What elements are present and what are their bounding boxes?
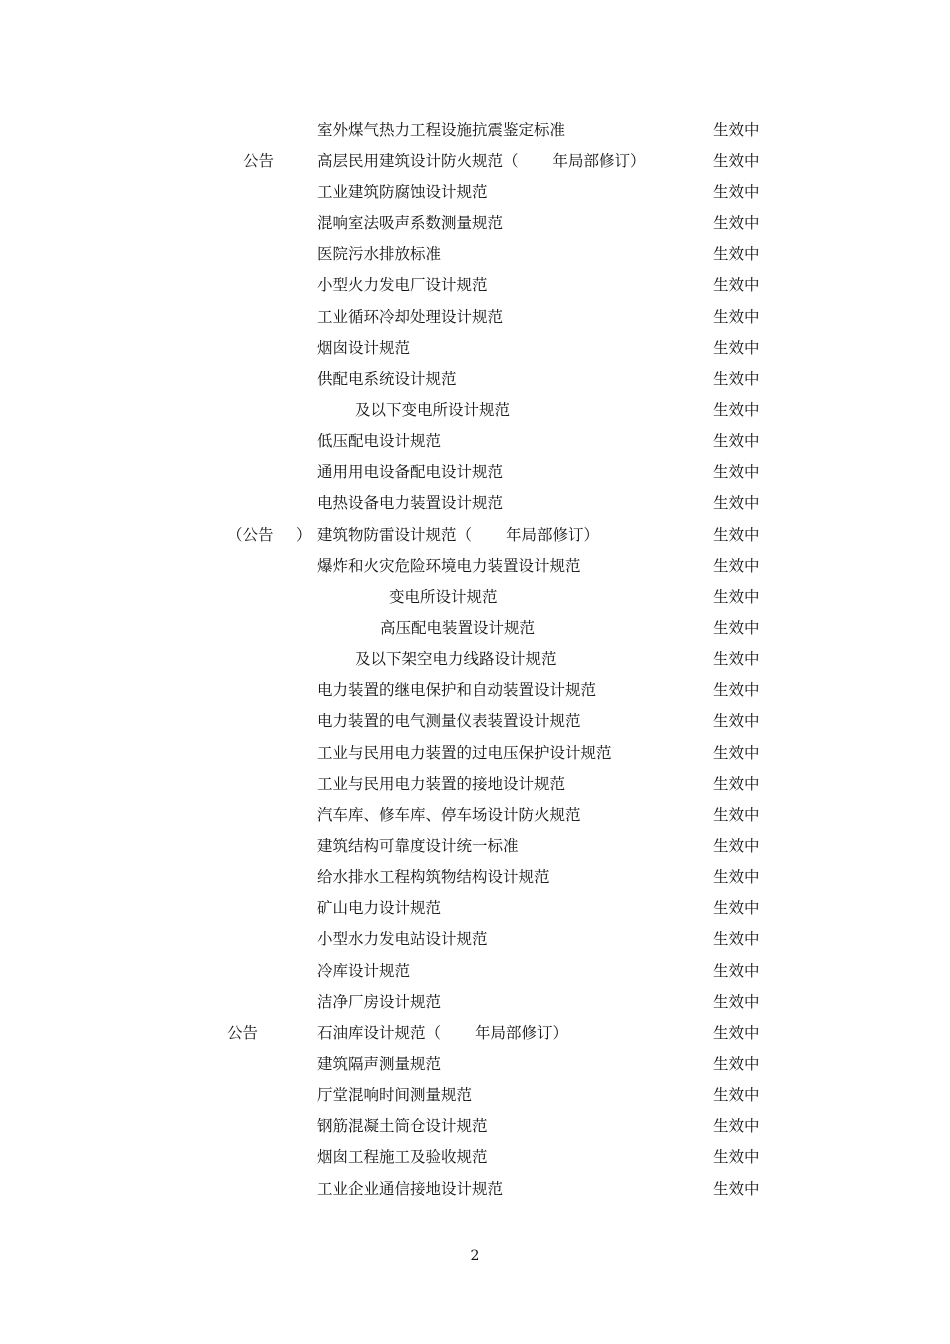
standard-title-part: 年局部修订） [475,1024,569,1042]
status-label: 生效中 [713,837,760,855]
standard-title: 工业建筑防腐蚀设计规范 [317,183,488,201]
standard-title: 电热设备电力装置设计规范 [317,494,504,512]
list-item [0,924,950,955]
announcement-note: （公告 [227,526,274,544]
standard-title: 工业与民用电力装置的过电压保护设计规范 [317,744,612,762]
status-label: 生效中 [713,432,760,450]
standard-title: 建筑结构可靠度设计统一标准 [317,837,519,855]
status-label: 生效中 [713,276,760,294]
standard-title: 工业企业通信接地设计规范 [317,1180,504,1198]
status-label: 生效中 [713,401,760,419]
standard-title: 高压配电装置设计规范 [380,619,536,637]
announcement-note: 公告 [243,152,275,170]
status-label: 生效中 [713,775,760,793]
status-label: 生效中 [713,526,760,544]
list-item [0,364,950,395]
standard-title: 厅堂混响时间测量规范 [317,1086,473,1104]
list-item [0,551,950,582]
list-item [0,395,950,426]
standard-title: 及以下架空电力线路设计规范 [355,650,557,668]
standard-title: 变电所设计规范 [389,588,498,606]
page-number: 2 [470,1248,480,1264]
standard-title-part: 年局部修订） [506,526,600,544]
status-label: 生效中 [713,1024,760,1042]
standard-title: 矿山电力设计规范 [317,899,442,917]
status-label: 生效中 [713,619,760,637]
list-item [0,115,950,146]
list-item [0,239,950,270]
list-item [0,1174,950,1205]
standard-title: 电力装置的电气测量仪表装置设计规范 [317,712,581,730]
status-label: 生效中 [713,1117,760,1135]
standard-title: 烟囱设计规范 [317,339,411,357]
list-item [0,675,950,706]
standard-title-part: 高层民用建筑设计防火规范（ [317,152,519,170]
list-item [0,208,950,239]
standard-title: 冷库设计规范 [317,962,411,980]
list-item [0,613,950,644]
standard-title: 烟囱工程施工及验收规范 [317,1148,488,1166]
status-label: 生效中 [713,681,760,699]
list-item [0,956,950,987]
standard-title: 混响室法吸声系数测量规范 [317,214,504,232]
list-item [0,1142,950,1173]
standard-title [317,146,646,177]
status-label: 生效中 [713,650,760,668]
list-item [0,1080,950,1111]
list-item [0,488,950,519]
status-label: 生效中 [713,744,760,762]
list-item [0,177,950,208]
standard-title: 通用用电设备配电设计规范 [317,463,504,481]
status-label: 生效中 [713,899,760,917]
standard-title: 建筑隔声测量规范 [317,1055,442,1073]
status-label: 生效中 [713,1055,760,1073]
standard-title: 小型火力发电厂设计规范 [317,276,488,294]
list-item [0,426,950,457]
standard-title: 室外煤气热力工程设施抗震鉴定标准 [317,121,566,139]
list-item [0,706,950,737]
status-label: 生效中 [713,712,760,730]
status-label: 生效中 [713,245,760,263]
list-item [0,1018,950,1049]
list-item [0,457,950,488]
standard-title [317,520,599,551]
standard-title: 洁净厂房设计规范 [317,993,442,1011]
status-label: 生效中 [713,1148,760,1166]
standard-title: 电力装置的继电保护和自动装置设计规范 [317,681,597,699]
status-label: 生效中 [713,339,760,357]
standard-title-part: 年局部修订） [552,152,646,170]
standard-title: 低压配电设计规范 [317,432,442,450]
list-item [0,520,950,551]
list-item [0,270,950,301]
list-item [0,333,950,364]
standard-title: 工业与民用电力装置的接地设计规范 [317,775,566,793]
standard-title-part: 建筑物防雷设计规范（ [317,526,473,544]
list-item [0,800,950,831]
status-label: 生效中 [713,868,760,886]
list-item [0,1049,950,1080]
status-label: 生效中 [713,494,760,512]
list-item [0,146,950,177]
status-label: 生效中 [713,557,760,575]
status-label: 生效中 [713,152,760,170]
list-item [0,769,950,800]
status-label: 生效中 [713,214,760,232]
list-item [0,302,950,333]
announcement-note: 公告 [227,1024,259,1042]
list-item [0,893,950,924]
list-item [0,1111,950,1142]
status-label: 生效中 [713,1086,760,1104]
status-label: 生效中 [713,183,760,201]
list-item [0,738,950,769]
standard-title [317,1018,568,1049]
list-item [0,987,950,1018]
status-label: 生效中 [713,1180,760,1198]
status-label: 生效中 [713,588,760,606]
standard-title: 及以下变电所设计规范 [355,401,511,419]
standard-title-part: 石油库设计规范（ [317,1024,442,1042]
standard-title: 爆炸和火灾危险环境电力装置设计规范 [317,557,581,575]
announcement-note-close: ） [296,526,312,544]
standard-title: 医院污水排放标准 [317,245,442,263]
status-label: 生效中 [713,463,760,481]
status-label: 生效中 [713,993,760,1011]
status-label: 生效中 [713,308,760,326]
list-item [0,582,950,613]
status-label: 生效中 [713,370,760,388]
list-item [0,862,950,893]
standard-title: 钢筋混凝土筒仓设计规范 [317,1117,488,1135]
standard-title: 给水排水工程构筑物结构设计规范 [317,868,550,886]
standard-title: 汽车库、修车库、停车场设计防火规范 [317,806,581,824]
standard-title: 供配电系统设计规范 [317,370,457,388]
list-item [0,644,950,675]
list-item [0,831,950,862]
status-label: 生效中 [713,806,760,824]
standard-title: 小型水力发电站设计规范 [317,930,488,948]
status-label: 生效中 [713,930,760,948]
status-label: 生效中 [713,121,760,139]
status-label: 生效中 [713,962,760,980]
standard-title: 工业循环冷却处理设计规范 [317,308,504,326]
